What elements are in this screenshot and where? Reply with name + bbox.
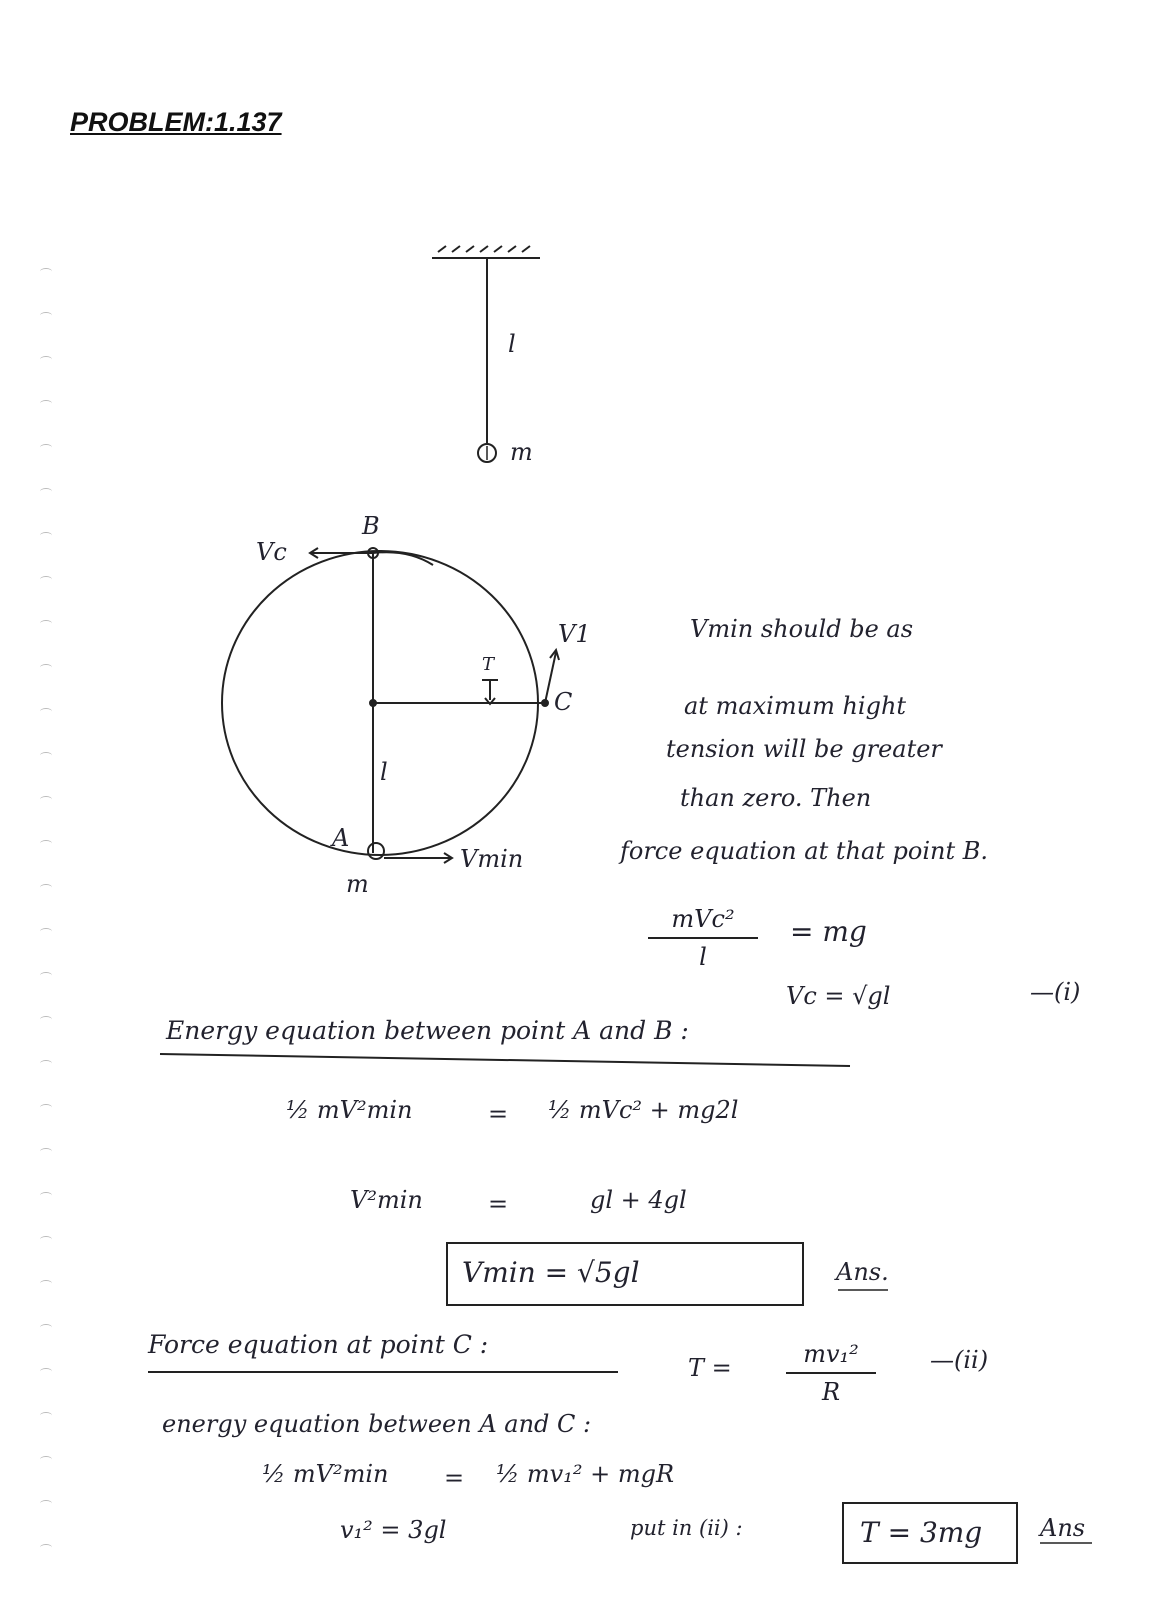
top-curve-tick — [373, 552, 433, 565]
energy-AC-l1-rhs: ½ mv₁² + mgR — [496, 1460, 675, 1488]
eq1-fraction — [648, 905, 758, 971]
eq1b: Vc = √gl — [786, 982, 891, 1010]
center-dot — [370, 700, 376, 706]
eq1-numerator: mVc² — [671, 905, 735, 933]
ceiling-hatch — [438, 246, 530, 252]
eq1-rhs: = mg — [790, 915, 867, 948]
energy-AB-l1-rhs: ½ mVc² + mg2l — [548, 1096, 739, 1124]
label-vc: Vc — [256, 538, 287, 566]
label-vmin: Vmin — [460, 845, 524, 873]
point-A-bob — [368, 843, 384, 859]
energy-AB-l2-rhs: gl + 4gl — [590, 1186, 687, 1214]
energy-AC-l1-lhs: ½ mV²min — [262, 1460, 389, 1488]
answer-box-vmin — [446, 1242, 804, 1306]
eq1-denominator: l — [699, 943, 707, 971]
explanation-line-5: force equation at that point B. — [620, 837, 989, 865]
force-C-heading: Force equation at point C : — [148, 1330, 489, 1359]
explanation-line-4: than zero. Then — [680, 784, 872, 812]
force-C-fraction — [786, 1340, 876, 1406]
label-A: A — [332, 824, 350, 852]
vmin-answer: Vmin = √5gl — [462, 1256, 640, 1289]
label-l: l — [380, 758, 388, 786]
force-C-tag: —(ii) — [930, 1346, 989, 1374]
problem-title: PROBLEM:1.137 — [70, 107, 282, 137]
explanation-line-1: Vmin should be as — [690, 615, 914, 643]
pendulum-figure — [432, 246, 540, 462]
explanation-line-2: at maximum hight — [684, 692, 907, 720]
force-C-denominator: R — [821, 1378, 841, 1406]
tension-arrow — [482, 680, 498, 704]
force-C-lhs: T = — [688, 1354, 732, 1382]
energy-AB-l1-eq: = — [488, 1100, 509, 1128]
length-label: l — [508, 330, 516, 358]
label-B: B — [362, 512, 380, 540]
energy-AB-l2-eq: = — [488, 1190, 509, 1218]
answer-box-T — [842, 1502, 1018, 1564]
underline-energy-AB — [160, 1054, 850, 1066]
fraction-bar — [786, 1372, 876, 1374]
ans-label-2: Ans — [1040, 1514, 1086, 1542]
label-v1: V1 — [558, 620, 591, 648]
label-T: T — [482, 654, 495, 675]
mass-label: m — [510, 438, 533, 466]
put-in-ii: put in (ii) : — [630, 1516, 743, 1540]
fraction-bar — [648, 937, 758, 939]
label-m: m — [346, 870, 369, 898]
energy-AC-l2: v₁² = 3gl — [340, 1516, 447, 1544]
label-C: C — [554, 688, 573, 716]
energy-AC-l1-eq: = — [444, 1464, 465, 1492]
energy-AB-heading: Energy equation between point A and B : — [166, 1016, 689, 1045]
energy-AC-heading: energy equation between A and C : — [162, 1410, 592, 1438]
circle-figure — [222, 548, 559, 863]
energy-AB-l1-lhs: ½ mV²min — [286, 1096, 413, 1124]
eq1b-tag: —(i) — [1030, 978, 1081, 1006]
T-answer: T = 3mg — [860, 1516, 983, 1549]
explanation-line-3: tension will be greater — [666, 735, 942, 763]
force-C-numerator: mv₁² — [803, 1340, 859, 1368]
energy-AB-l2-lhs: V²min — [350, 1186, 423, 1214]
ans-label-1: Ans. — [836, 1258, 889, 1286]
